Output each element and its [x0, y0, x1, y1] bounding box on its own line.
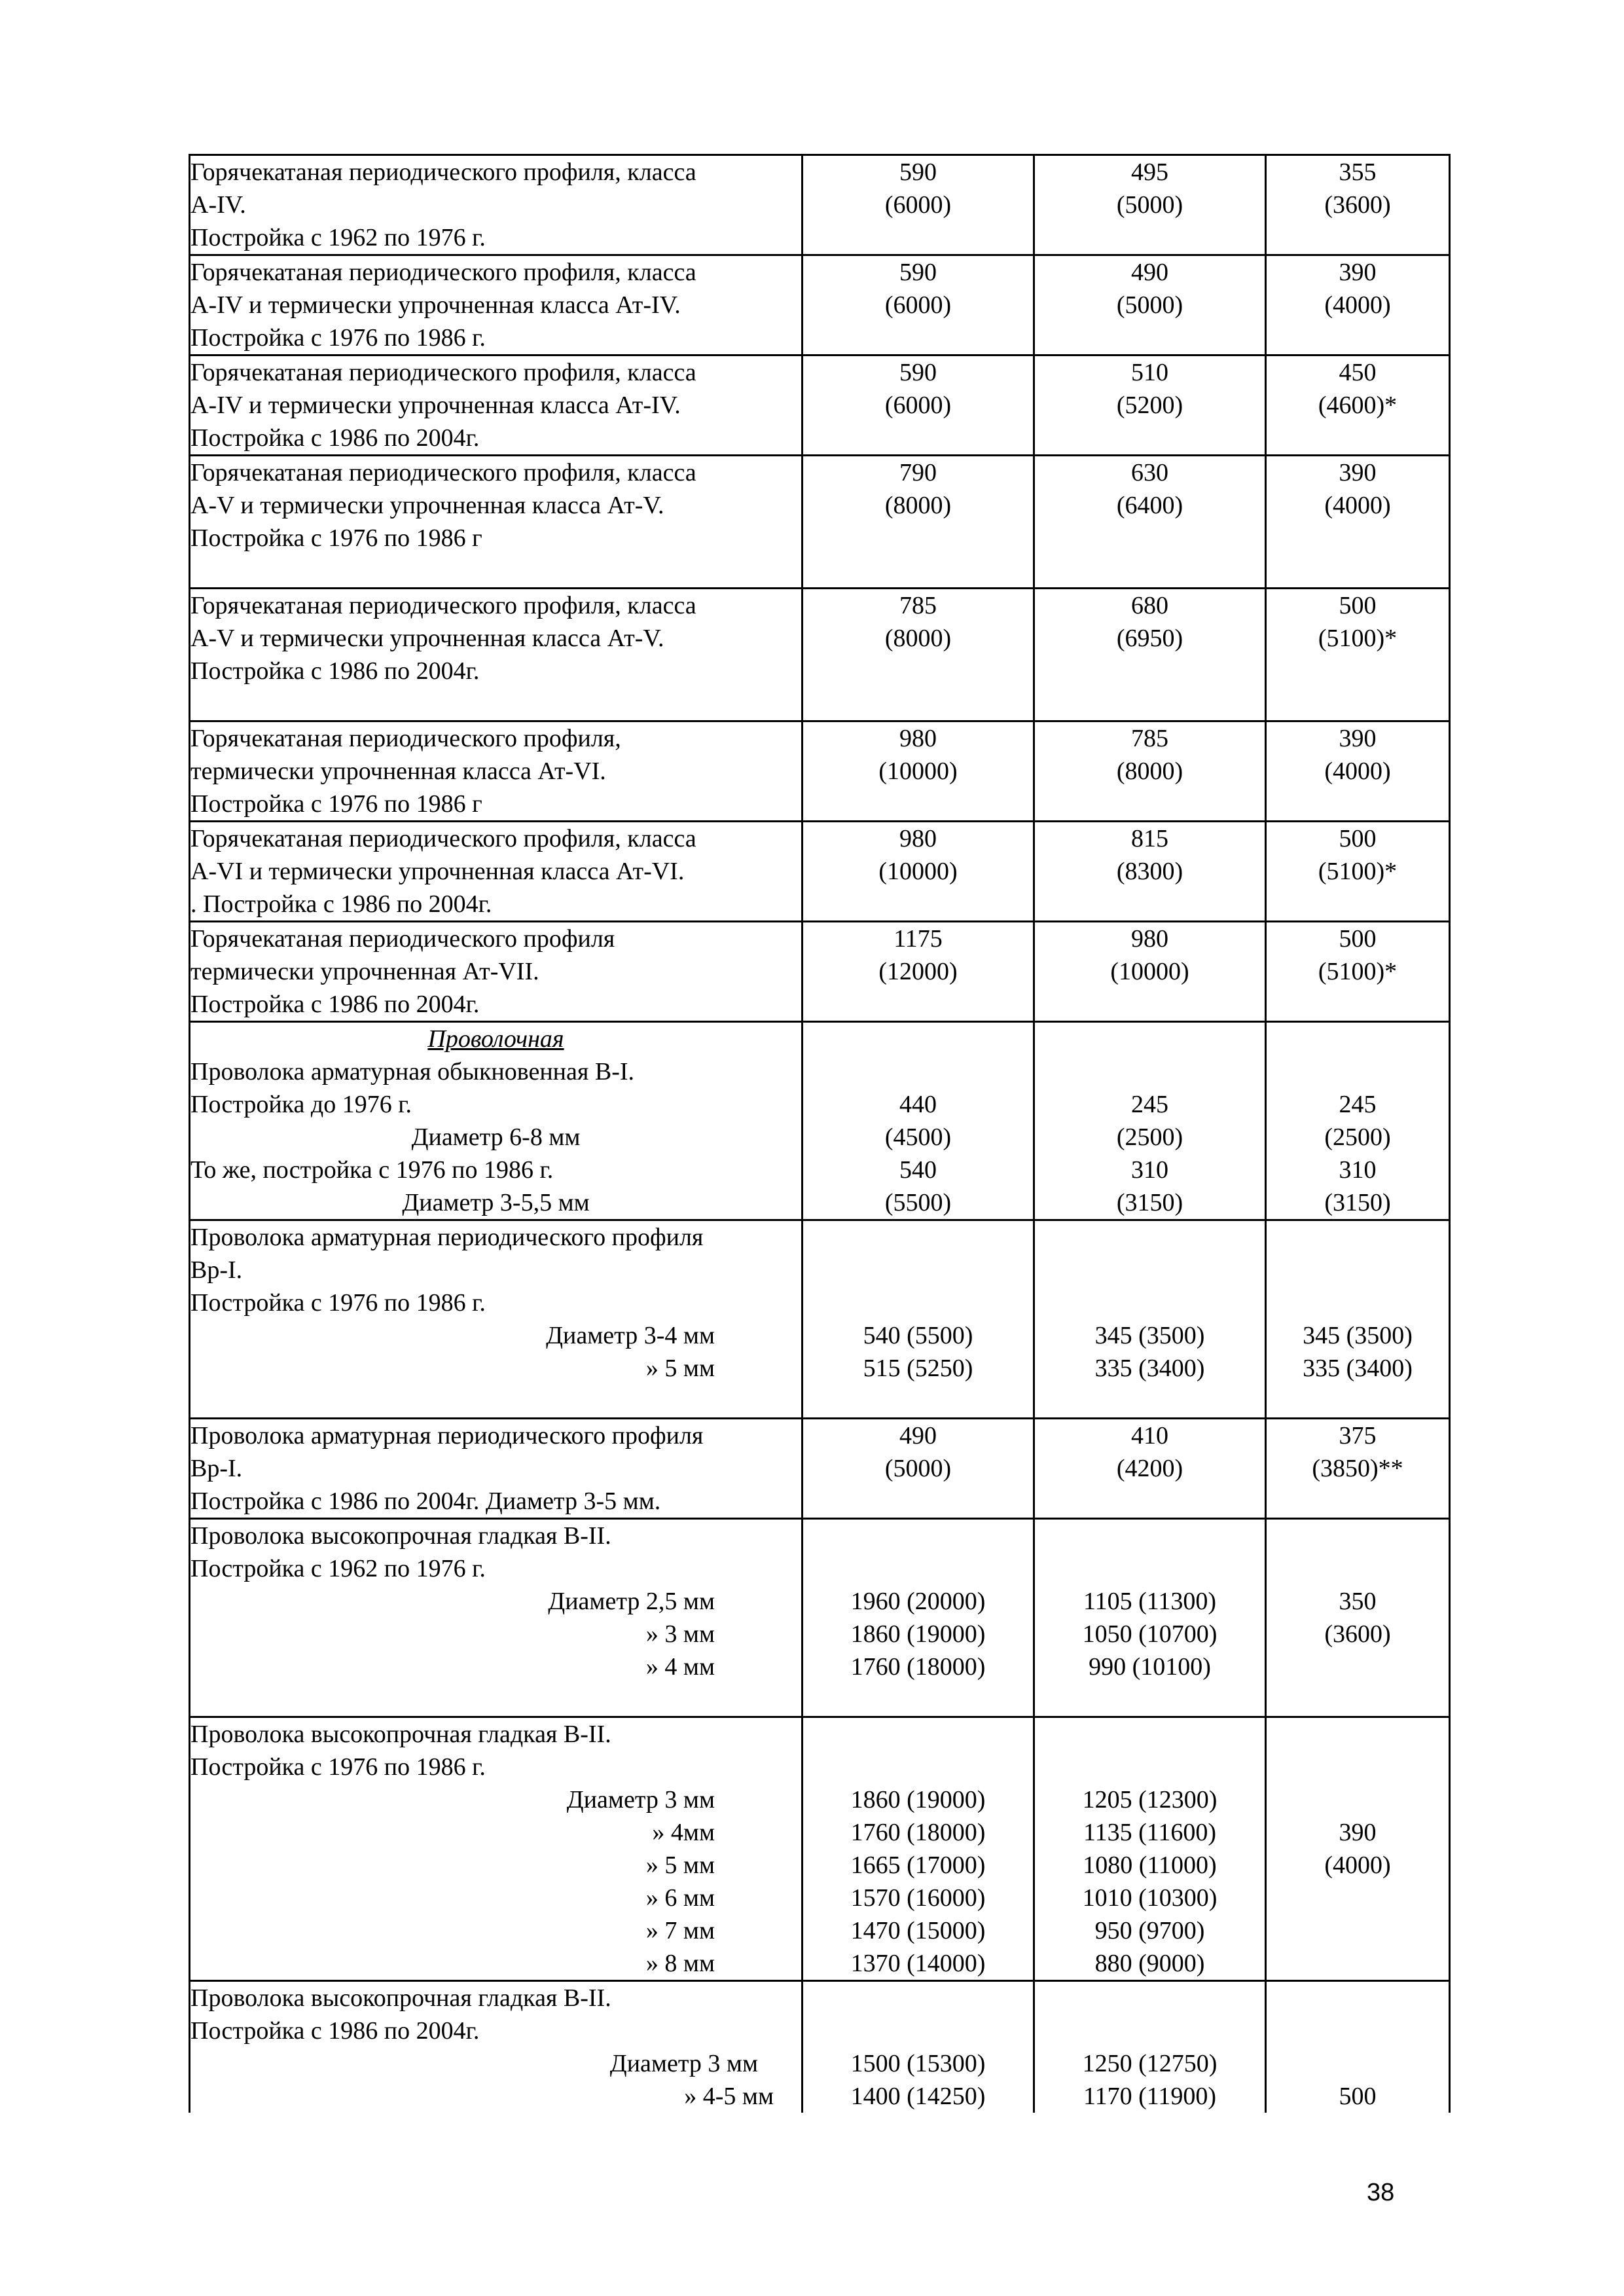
- strength-value-cell-1: [803, 1981, 1034, 2113]
- value-line: 1370 (14000): [850, 1950, 986, 1977]
- table-row: [190, 1220, 1450, 1419]
- strength-value-cell-2: [1034, 1022, 1266, 1220]
- description-line: Проволока арматурная периодического профиля: [190, 1224, 704, 1251]
- strength-value-cell-1: [803, 255, 1034, 355]
- description-line: Горячекатаная периодического профиля,: [190, 725, 621, 752]
- strength-value-cell-3: [1266, 1022, 1450, 1220]
- value-line: [1267, 2014, 1449, 2047]
- value-line: 410: [1131, 1422, 1168, 1449]
- value-line: 1665 (17000): [850, 1851, 986, 1879]
- material-description-cell: [190, 721, 803, 822]
- description-line: Горячекатаная периодического профиля: [190, 925, 615, 953]
- value-line: (3850)**: [1312, 1455, 1403, 1482]
- value-line: (2500): [1324, 1123, 1391, 1151]
- value-line: 680: [1131, 592, 1168, 619]
- description-line: Горячекатаная периодического профиля, класса: [190, 359, 696, 386]
- value-line: 590: [899, 158, 937, 186]
- value-line: [803, 1286, 1033, 1319]
- value-line: [1267, 1055, 1449, 1088]
- value-line: (4200): [1116, 1455, 1183, 1482]
- value-line: (4000): [1324, 291, 1391, 319]
- description-line: Диаметр 3-5,5 мм: [402, 1189, 590, 1216]
- strength-value-cell-1: [803, 1717, 1034, 1981]
- value-line: (6400): [1116, 492, 1183, 519]
- value-line: [1267, 1023, 1449, 1055]
- description-line: Вр-I.: [190, 1256, 243, 1284]
- strength-value-cell-3: [1266, 255, 1450, 355]
- description-line: Горячекатаная периодического профиля, класса: [190, 825, 696, 852]
- value-line: (10000): [878, 858, 958, 885]
- description-line: Диаметр 3-4 мм: [546, 1322, 715, 1349]
- material-description-cell: [190, 1981, 803, 2113]
- value-line: (6000): [884, 392, 952, 419]
- value-line: [1267, 1783, 1449, 1816]
- value-line: 1250 (12750): [1082, 2050, 1218, 2077]
- value-line: 310: [1339, 1156, 1377, 1184]
- strength-value-cell-1: [803, 721, 1034, 822]
- value-line: (8000): [1116, 757, 1183, 785]
- description-line: Постройка с 1986 по 2004г.: [190, 2017, 480, 2045]
- strength-value-cell-2: [1034, 922, 1266, 1022]
- description-line: Постройка с 1986 по 2004г. Диаметр 3-5 мм.: [190, 1487, 661, 1515]
- description-line: Проволока высокопрочная гладкая B-II.: [190, 1721, 611, 1748]
- value-line: 540: [899, 1156, 937, 1184]
- description-line: » 4 мм: [645, 1653, 715, 1681]
- description-line: » 4мм: [652, 1819, 715, 1846]
- value-line: (3150): [1324, 1189, 1391, 1216]
- strength-value-cell-3: [1266, 1717, 1450, 1981]
- description-line: Постройка с 1962 по 1976 г.: [190, 1555, 486, 1582]
- value-line: 500: [1339, 825, 1377, 852]
- value-line: 880 (9000): [1094, 1950, 1205, 1977]
- description-line: » 4-5 мм: [684, 2083, 774, 2110]
- value-line: (6000): [884, 191, 952, 219]
- value-line: 1400 (14250): [850, 2083, 986, 2110]
- value-line: (6000): [884, 291, 952, 319]
- description-line: Проволочная: [427, 1025, 564, 1053]
- value-line: 390: [1339, 259, 1377, 286]
- value-line: 1860 (19000): [850, 1786, 986, 1813]
- strength-value-cell-1: [803, 355, 1034, 456]
- strength-value-cell-3: [1266, 1220, 1450, 1419]
- strength-value-cell-3: [1266, 456, 1450, 589]
- strength-value-cell-1: [803, 1519, 1034, 1717]
- description-line: Постройка с 1962 по 1976 г.: [190, 224, 486, 251]
- description-line: Проволока арматурная периодического профиля: [190, 1422, 704, 1449]
- value-line: (10000): [1110, 958, 1189, 985]
- value-line: 450: [1339, 359, 1377, 386]
- description-line: A-V и термически упрочненная класса Ат-V.: [190, 492, 664, 519]
- value-line: [1267, 1552, 1449, 1585]
- value-line: (4000): [1324, 1851, 1391, 1879]
- value-line: 1205 (12300): [1082, 1786, 1218, 1813]
- description-line: Горячекатаная периодического профиля, класса: [190, 459, 696, 486]
- strength-value-cell-3: [1266, 822, 1450, 922]
- value-line: 515 (5250): [863, 1355, 973, 1382]
- value-line: (3600): [1324, 191, 1391, 219]
- strength-value-cell-2: [1034, 355, 1266, 456]
- strength-value-cell-3: [1266, 1519, 1450, 1717]
- description-line: Проволока арматурная обыкновенная B-I.: [190, 1058, 635, 1085]
- strength-value-cell-3: [1266, 721, 1450, 822]
- value-line: [1267, 1286, 1449, 1319]
- strength-value-cell-3: [1266, 1419, 1450, 1519]
- value-line: [1035, 1718, 1265, 1751]
- value-line: 815: [1131, 825, 1168, 852]
- strength-value-cell-3: [1266, 1981, 1450, 2113]
- value-line: 335 (3400): [1094, 1355, 1205, 1382]
- value-line: [1267, 1751, 1449, 1783]
- material-description-cell: [190, 822, 803, 922]
- description-line: » 3 мм: [645, 1620, 715, 1648]
- value-line: [1267, 1718, 1449, 1751]
- description-line: » 5 мм: [645, 1851, 715, 1879]
- value-line: 1080 (11000): [1083, 1851, 1217, 1879]
- table-row: [190, 155, 1450, 255]
- description-line: Постройка с 1976 по 1986 г.: [190, 324, 486, 352]
- value-line: [1035, 1254, 1265, 1286]
- value-line: [1035, 1520, 1265, 1552]
- value-line: 980: [899, 825, 937, 852]
- value-line: 245: [1339, 1091, 1377, 1118]
- material-description-cell: [190, 1022, 803, 1220]
- table-body: [190, 155, 1450, 2113]
- value-line: [1267, 1385, 1449, 1417]
- description-line: [190, 1385, 801, 1417]
- value-line: 355: [1339, 158, 1377, 186]
- material-description-cell: [190, 155, 803, 255]
- value-line: 390: [1339, 1819, 1377, 1846]
- value-line: [1035, 1286, 1265, 1319]
- value-line: [803, 1982, 1033, 2014]
- value-line: 1960 (20000): [850, 1588, 986, 1615]
- description-line: Вр-I.: [190, 1455, 243, 1482]
- value-line: [1035, 1385, 1265, 1417]
- strength-value-cell-1: [803, 822, 1034, 922]
- description-line: » 5 мм: [645, 1355, 715, 1382]
- value-line: 1760 (18000): [850, 1819, 986, 1846]
- strength-value-cell-1: [803, 456, 1034, 589]
- description-line: A-IV и термически упрочненная класса Ат-IV.: [190, 291, 681, 319]
- value-line: 1105 (11300): [1083, 1588, 1216, 1615]
- value-line: [803, 1718, 1033, 1751]
- value-line: (5000): [1116, 291, 1183, 319]
- description-line: » 6 мм: [645, 1884, 715, 1912]
- value-line: 1175: [893, 925, 943, 953]
- strength-value-cell-1: [803, 1220, 1034, 1419]
- value-line: 510: [1131, 359, 1168, 386]
- description-line: Горячекатаная периодического профиля, класса: [190, 592, 696, 619]
- description-line: [190, 1683, 801, 1716]
- material-description-cell: [190, 1717, 803, 1981]
- value-line: 390: [1339, 459, 1377, 486]
- value-line: 490: [1131, 259, 1168, 286]
- value-line: (5200): [1116, 392, 1183, 419]
- value-line: [1035, 1751, 1265, 1783]
- material-description-cell: [190, 589, 803, 721]
- description-line: Постройка с 1986 по 2004г.: [190, 991, 480, 1018]
- material-description-cell: [190, 1519, 803, 1717]
- value-line: [803, 1683, 1033, 1716]
- value-line: 785: [899, 592, 937, 619]
- value-line: 495: [1131, 158, 1168, 186]
- value-line: 390: [1339, 725, 1377, 752]
- strength-value-cell-2: [1034, 456, 1266, 589]
- value-line: 1860 (19000): [850, 1620, 986, 1648]
- description-line: A-IV.: [190, 191, 246, 219]
- description-line: термически упрочненная класса Ат-VI.: [190, 757, 606, 785]
- value-line: 310: [1131, 1156, 1168, 1184]
- value-line: [803, 2014, 1033, 2047]
- strength-value-cell-2: [1034, 721, 1266, 822]
- strength-value-cell-2: [1034, 822, 1266, 922]
- description-line: Горячекатаная периодического профиля, класса: [190, 259, 696, 286]
- table-row: [190, 1022, 1450, 1220]
- description-line: Постройка с 1976 по 1986 г: [190, 524, 482, 552]
- value-line: 990 (10100): [1089, 1653, 1211, 1681]
- description-line: A-V и термически упрочненная класса Ат-V.: [190, 625, 664, 652]
- description-line: A-IV и термически упрочненная класса Ат-IV.: [190, 392, 681, 419]
- value-line: (3150): [1116, 1189, 1183, 1216]
- value-line: (8000): [884, 625, 952, 652]
- strength-value-cell-3: [1266, 589, 1450, 721]
- value-line: (4600)*: [1318, 392, 1398, 419]
- description-line: Постройка с 1986 по 2004г.: [190, 424, 480, 452]
- strength-value-cell-2: [1034, 155, 1266, 255]
- table-row: [190, 822, 1450, 922]
- table-row: [190, 721, 1450, 822]
- value-line: (4000): [1324, 492, 1391, 519]
- description-line: Проволока высокопрочная гладкая B-II.: [190, 1522, 611, 1550]
- table-row: [190, 1981, 1450, 2113]
- value-line: [1035, 2014, 1265, 2047]
- value-line: 375: [1339, 1422, 1377, 1449]
- value-line: (5100)*: [1318, 625, 1398, 652]
- value-line: [803, 1221, 1033, 1254]
- value-line: [1267, 1882, 1449, 1914]
- value-line: [1267, 1914, 1449, 1947]
- value-line: (4000): [1324, 757, 1391, 785]
- value-line: (5100)*: [1318, 858, 1398, 885]
- strength-value-cell-1: [803, 589, 1034, 721]
- value-line: 1050 (10700): [1082, 1620, 1218, 1648]
- description-line: Горячекатаная периодического профиля, класса: [190, 158, 696, 186]
- value-line: 980: [1131, 925, 1168, 953]
- material-description-cell: [190, 355, 803, 456]
- strength-value-cell-1: [803, 155, 1034, 255]
- description-line: » 8 мм: [645, 1950, 715, 1977]
- value-line: (2500): [1116, 1123, 1183, 1151]
- material-description-cell: [190, 1220, 803, 1419]
- strength-value-cell-2: [1034, 1519, 1266, 1717]
- table-row: [190, 355, 1450, 456]
- value-line: (12000): [878, 958, 958, 985]
- value-line: 1570 (16000): [850, 1884, 986, 1912]
- value-line: 790: [899, 459, 937, 486]
- value-line: 345 (3500): [1094, 1322, 1205, 1349]
- description-line: Диаметр 3 мм: [609, 2050, 758, 2077]
- strength-value-cell-2: [1034, 1419, 1266, 1519]
- value-line: 590: [899, 359, 937, 386]
- value-line: 1170 (11900): [1083, 2083, 1216, 2110]
- value-line: 245: [1131, 1091, 1168, 1118]
- value-line: (3600): [1324, 1620, 1391, 1648]
- strength-value-cell-3: [1266, 922, 1450, 1022]
- description-line: Диаметр 2,5 мм: [548, 1588, 715, 1615]
- value-line: [1035, 1055, 1265, 1088]
- table-row: [190, 456, 1450, 589]
- strength-value-cell-3: [1266, 155, 1450, 255]
- table-row: [190, 1717, 1450, 1981]
- value-line: [1267, 1221, 1449, 1254]
- value-line: (5000): [884, 1455, 952, 1482]
- description-line: . Постройка с 1986 по 2004г.: [190, 890, 492, 918]
- value-line: 345 (3500): [1303, 1322, 1413, 1349]
- value-line: [803, 1385, 1033, 1417]
- value-line: 350: [1339, 1588, 1377, 1615]
- value-line: [1267, 1683, 1449, 1716]
- material-description-cell: [190, 922, 803, 1022]
- value-line: [803, 1552, 1033, 1585]
- value-line: 490: [899, 1422, 937, 1449]
- value-line: [1035, 1982, 1265, 2014]
- material-description-cell: [190, 255, 803, 355]
- strength-value-cell-2: [1034, 1717, 1266, 1981]
- value-line: [803, 1751, 1033, 1783]
- value-line: (4500): [884, 1123, 952, 1151]
- value-line: [803, 1520, 1033, 1552]
- value-line: [1267, 1982, 1449, 2014]
- value-line: (5500): [884, 1189, 952, 1216]
- strength-value-cell-2: [1034, 589, 1266, 721]
- value-line: [1267, 1254, 1449, 1286]
- description-line: Диаметр 3 мм: [566, 1786, 715, 1813]
- page-number: 38: [1367, 2179, 1395, 2206]
- description-line: A-VI и термически упрочненная класса Ат-VI.: [190, 858, 685, 885]
- description-line: Постройка с 1986 по 2004г.: [190, 657, 480, 685]
- value-line: 1010 (10300): [1082, 1884, 1218, 1912]
- value-line: [1035, 1683, 1265, 1716]
- value-line: 500: [1339, 925, 1377, 953]
- value-line: (6950): [1116, 625, 1183, 652]
- value-line: 1470 (15000): [850, 1917, 986, 1944]
- value-line: [1267, 1650, 1449, 1683]
- strength-value-cell-2: [1034, 255, 1266, 355]
- strength-value-cell-1: [803, 1419, 1034, 1519]
- value-line: 540 (5500): [863, 1322, 973, 1349]
- value-line: [1267, 1947, 1449, 1980]
- table-row: [190, 922, 1450, 1022]
- description-line: термически упрочненная Ат-VII.: [190, 958, 539, 985]
- table-row: [190, 1419, 1450, 1519]
- value-line: 785: [1131, 725, 1168, 752]
- strength-value-cell-2: [1034, 1220, 1266, 1419]
- value-line: (8000): [884, 492, 952, 519]
- value-line: 630: [1131, 459, 1168, 486]
- value-line: 1135 (11600): [1083, 1819, 1216, 1846]
- value-line: [1035, 1552, 1265, 1585]
- value-line: (5000): [1116, 191, 1183, 219]
- value-line: 500: [1339, 592, 1377, 619]
- value-line: [1267, 2047, 1449, 2080]
- table-row: [190, 255, 1450, 355]
- material-description-cell: [190, 1419, 803, 1519]
- strength-value-cell-1: [803, 922, 1034, 1022]
- description-line: Диаметр 6-8 мм: [411, 1123, 581, 1151]
- value-line: 1760 (18000): [850, 1653, 986, 1681]
- value-line: 440: [899, 1091, 937, 1118]
- value-line: (5100)*: [1318, 958, 1398, 985]
- material-description-cell: [190, 456, 803, 589]
- strength-value-cell-2: [1034, 1981, 1266, 2113]
- strength-value-cell-3: [1266, 355, 1450, 456]
- value-line: 590: [899, 259, 937, 286]
- value-line: 950 (9700): [1094, 1917, 1205, 1944]
- table-row: [190, 1519, 1450, 1717]
- value-line: [1035, 1221, 1265, 1254]
- value-line: 335 (3400): [1303, 1355, 1413, 1382]
- description-line: Проволока высокопрочная гладкая B-II.: [190, 1984, 611, 2012]
- reinforcement-strength-table: [189, 154, 1451, 2113]
- description-line: Постройка с 1976 по 1986 г.: [190, 1289, 486, 1317]
- value-line: [803, 1254, 1033, 1286]
- table-row: [190, 589, 1450, 721]
- description-line: Постройка до 1976 г.: [190, 1091, 412, 1118]
- strength-value-cell-1: [803, 1022, 1034, 1220]
- value-line: [1035, 1023, 1265, 1055]
- value-line: 980: [899, 725, 937, 752]
- description-line: Постройка с 1976 по 1986 г.: [190, 1753, 486, 1781]
- value-line: [1267, 1520, 1449, 1552]
- value-line: (8300): [1116, 858, 1183, 885]
- description-line: То же, постройка с 1976 по 1986 г.: [190, 1156, 554, 1184]
- value-line: [803, 1023, 1033, 1055]
- description-line: [190, 687, 801, 720]
- value-line: (10000): [878, 757, 958, 785]
- value-line: 1500 (15300): [850, 2050, 986, 2077]
- value-line: 500: [1339, 2083, 1377, 2110]
- value-line: [803, 1055, 1033, 1088]
- description-line: [190, 555, 801, 587]
- description-line: » 7 мм: [645, 1917, 715, 1944]
- description-line: Постройка с 1976 по 1986 г: [190, 790, 482, 818]
